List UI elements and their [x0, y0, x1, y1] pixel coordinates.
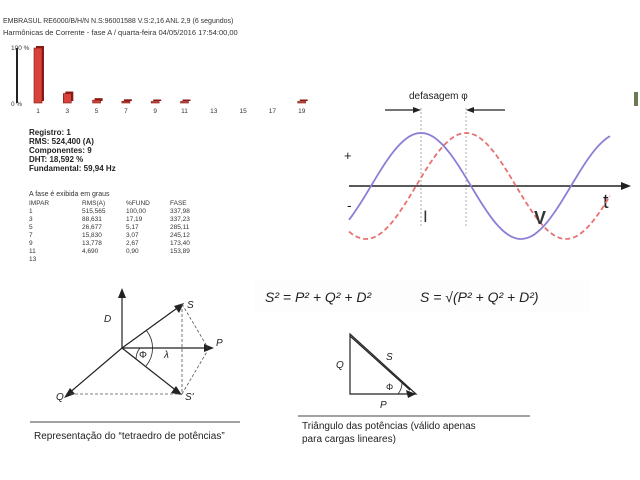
table-cell: 173,40 — [170, 239, 190, 247]
apparent-power-formula: S² = P² + Q² + D² — [265, 289, 372, 305]
table-cell: 3,07 — [126, 231, 139, 239]
phase-shift-diagram — [335, 78, 635, 250]
table-cell: 5 — [29, 223, 33, 231]
table-row — [29, 223, 210, 231]
triangle-label-s: S — [386, 352, 393, 363]
bar-shadow — [183, 100, 191, 102]
phase-shift-title: defasagem φ — [409, 91, 468, 102]
table-cell: 15,830 — [82, 231, 102, 239]
components-value: Componentes: 9 — [29, 146, 92, 155]
s-prime-vector — [122, 348, 178, 392]
label-d: D — [104, 314, 112, 325]
dht-value: DHT: 18,592 % — [29, 155, 84, 164]
table-cell — [82, 255, 126, 263]
device-header: EMBRASUL RE6000/B/H/N N.S:96001588 V.S:2,16 ANL 2,9 (6 segundos) — [3, 18, 234, 25]
table-cell — [126, 255, 170, 263]
col-header-rms: RMS(A) — [82, 199, 106, 207]
x-tick-label: 13 — [210, 108, 218, 115]
table-cell: 11 — [29, 247, 36, 255]
label-phi: Φ — [139, 350, 147, 361]
x-tick-label: 15 — [239, 108, 247, 115]
bar-shadow — [300, 100, 308, 102]
q-axis — [68, 348, 122, 394]
table-row — [29, 255, 210, 263]
x-tick-label: 9 — [153, 108, 158, 115]
side-marker — [634, 92, 638, 106]
measurement-summary — [29, 128, 116, 173]
table-row — [29, 231, 210, 239]
table-header-row — [29, 199, 210, 207]
tetrahedron-caption: Representação do “tetraedro de potências” — [34, 431, 225, 442]
voltage-label: V — [534, 208, 547, 228]
table-cell: 153,89 — [170, 247, 190, 255]
rms-value: RMS: 524,400 (A) — [29, 137, 94, 146]
table-cell: 88,631 — [82, 215, 102, 223]
harmonic-bar-chart — [0, 38, 330, 118]
bar-harmonic-7 — [122, 101, 130, 103]
apparent-power-root-formula: S = √(P² + Q² + D²) — [420, 289, 539, 305]
bar-harmonic-19 — [298, 102, 306, 104]
bar-shadow — [153, 100, 161, 102]
registro-label: Registro: 1 — [29, 128, 71, 137]
table-cell: 2,67 — [126, 239, 139, 247]
table-cell: 0,90 — [126, 247, 139, 255]
phase-unit-note: A fase é exibida em graus — [29, 191, 110, 198]
plus-sign: + — [344, 148, 352, 163]
label-lambda: λ — [164, 350, 169, 361]
table-cell: 4,690 — [82, 247, 99, 255]
label-p: P — [216, 338, 223, 349]
y-tick-label: 100 % — [11, 45, 30, 52]
table-cell: 26,677 — [82, 223, 102, 231]
col-header-impar: IMPAR — [29, 199, 50, 207]
col-header-fund: %FUND — [126, 199, 150, 207]
table-cell: 7 — [29, 231, 33, 239]
x-tick-label: 11 — [181, 108, 188, 115]
table-cell: 245,12 — [170, 231, 190, 239]
table-row — [29, 239, 210, 247]
x-tick-label: 5 — [94, 108, 99, 115]
table-cell: 9 — [29, 239, 33, 247]
x-tick-label: 17 — [268, 108, 277, 115]
current-label: I — [423, 207, 428, 226]
chart-title: Harmônicas de Corrente - fase A / quarta-feira 04/05/2016 17:54:00,00 — [3, 28, 238, 37]
fundamental-value: Fundamental: 59,94 Hz — [29, 164, 116, 173]
y-tick-label: 0 % — [11, 101, 23, 108]
table-cell: 5,17 — [126, 223, 139, 231]
time-axis-label: t — [603, 191, 609, 213]
table-row — [29, 247, 210, 255]
table-cell: 13,778 — [82, 239, 102, 247]
bar-harmonic-1 — [34, 48, 42, 103]
s-vector — [122, 306, 180, 348]
table-cell: 337,23 — [170, 215, 190, 223]
x-tick-label: 19 — [298, 108, 306, 115]
table-row — [29, 207, 210, 215]
power-triangle — [350, 334, 416, 394]
power-formulas — [255, 280, 590, 312]
triangle-label-p: P — [380, 400, 387, 411]
table-cell: 3 — [29, 215, 33, 223]
triangle-caption-line1: Triângulo das potências (válido apenas — [302, 421, 476, 432]
bar-shadow — [124, 99, 132, 101]
col-header-fase: FASE — [170, 199, 187, 207]
minus-sign: - — [347, 197, 352, 213]
triangle-caption-line2: para cargas lineares) — [302, 434, 396, 445]
label-s-prime: S' — [185, 392, 194, 403]
label-q: Q — [56, 392, 64, 403]
harmonics-table — [29, 199, 210, 263]
x-tick-label: 3 — [65, 108, 70, 115]
table-cell: 285,11 — [170, 223, 190, 231]
table-cell: 337,98 — [170, 207, 190, 215]
x-tick-label: 1 — [36, 108, 40, 115]
table-cell — [170, 255, 210, 263]
label-s: S — [187, 300, 194, 311]
triangle-label-phi: Φ — [386, 382, 394, 392]
triangle-label-q: Q — [336, 360, 344, 371]
table-row — [29, 215, 210, 223]
bar-harmonic-3 — [63, 94, 71, 103]
table-cell: 13 — [29, 255, 37, 263]
table-cell: 17,19 — [126, 215, 143, 223]
power-triangle-diagram — [298, 322, 538, 450]
bar-harmonic-9 — [151, 102, 159, 104]
table-cell: 100,00 — [126, 207, 146, 215]
x-tick-label: 7 — [124, 108, 128, 115]
table-cell: 1 — [29, 207, 33, 215]
bar-harmonic-5 — [93, 100, 101, 103]
bar-harmonic-11 — [181, 102, 189, 104]
table-cell: 515,565 — [82, 207, 106, 215]
power-tetrahedron-diagram — [30, 282, 250, 447]
